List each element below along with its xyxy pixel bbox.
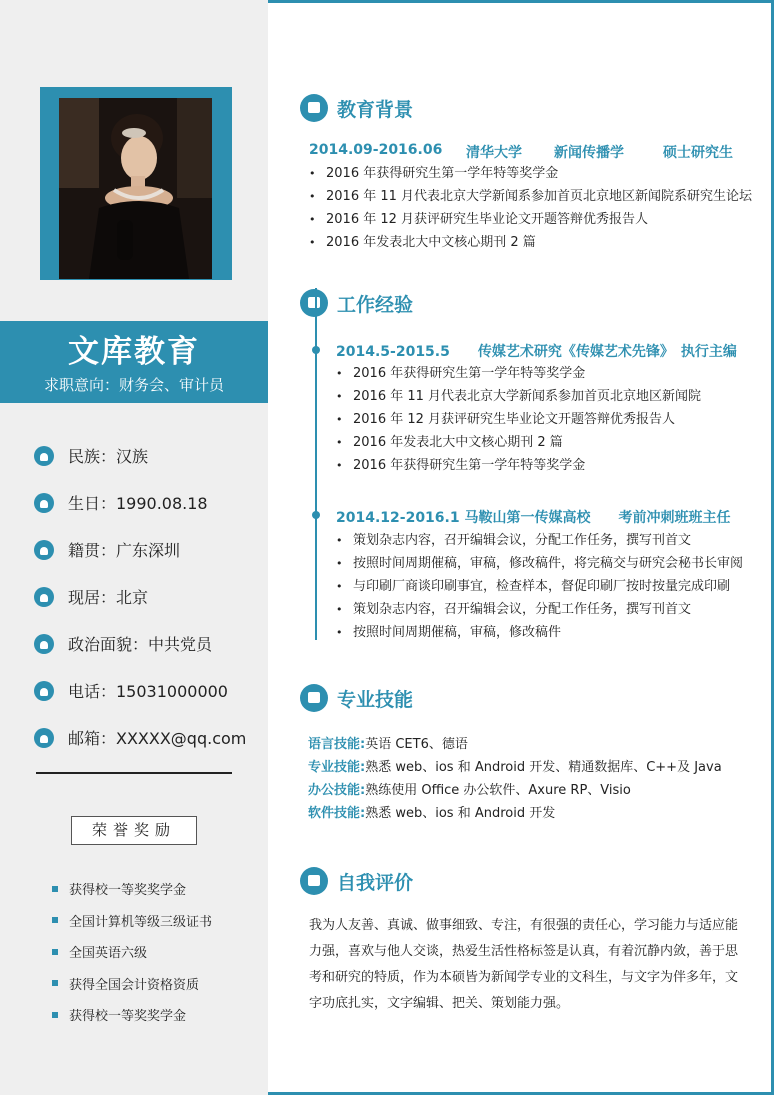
skill-row: 办公技能:熟练使用 Office 办公软件、Axure RP、Visio: [308, 783, 631, 798]
info-political: [34, 620, 264, 667]
list-item: • 按照时间周期催稿，审稿，修改稿件，将完稿交与研究会秘书长审阅: [336, 552, 743, 575]
info-text: 政治面貌：中共党员: [68, 635, 213, 654]
phone-icon: [34, 681, 54, 701]
list-item: • 2016 年 12 月获评研究生毕业论文开题答辩优秀报告人: [336, 408, 701, 431]
mail-icon: [34, 728, 54, 748]
skills-header: [300, 684, 413, 712]
edu-school: 清华大学: [466, 145, 522, 161]
person-icon: [34, 446, 54, 466]
info-text: 籍贯：广东深圳: [68, 541, 181, 560]
list-item: 获得校一等奖奖学金: [52, 999, 212, 1031]
list-item: 获得校一等奖奖学金: [52, 873, 212, 905]
education-list: [309, 162, 752, 254]
edu-degree: 硕士研究生: [663, 145, 733, 161]
list-item: • 按照时间周期催稿，审稿，修改稿件: [336, 621, 743, 644]
list-item: • 2016 年发表北大中文核心期刊 2 篇: [309, 231, 752, 254]
list-item: 全国计算机等级三级证书: [52, 905, 212, 937]
job-heading: 2014.12-2016.1 马鞍山第一传媒高校 考前冲刺班班主任: [336, 510, 731, 526]
person-icon: [34, 540, 54, 560]
section-title: 自我评价: [337, 871, 414, 894]
skill-row: 语言技能:英语 CET6、德语: [308, 737, 468, 752]
location-icon: [34, 587, 54, 607]
section-title: 专业技能: [337, 688, 414, 711]
graduation-cap-icon: [300, 94, 328, 122]
candidate-name: 文库教育: [68, 334, 200, 370]
square-bullet-icon: [52, 949, 58, 955]
info-birthday: [34, 479, 264, 526]
briefcase-icon: [300, 289, 328, 317]
section-title: 教育背景: [337, 98, 414, 121]
name-banner: [0, 321, 268, 403]
list-item: 全国英语六级: [52, 936, 212, 968]
timeline-dot: [312, 511, 320, 519]
education-header: [300, 94, 413, 122]
list-item: • 2016 年 11 月代表北京大学新闻系参加首页北京地区新闻院: [336, 385, 701, 408]
info-text: 民族：汉族: [68, 447, 149, 466]
sidebar-divider: [36, 772, 232, 774]
awards-title: 荣誉奖励: [71, 816, 197, 845]
list-item: • 2016 年获得研究生第一学年特等奖学金: [336, 362, 701, 385]
info-text: 现居：北京: [68, 588, 149, 607]
list-item: • 2016 年 11 月代表北京大学新闻系参加首页北京地区新闻院系研究生论坛: [309, 185, 752, 208]
job-duties-list: [336, 362, 701, 477]
job-intent: 求职意向：财务会、审计员: [43, 376, 224, 394]
photo-frame: [40, 87, 232, 280]
awards-list: [52, 873, 212, 1031]
skill-row: 专业技能:熟悉 web、ios 和 Android 开发、精通数据库、C++及 Java: [308, 760, 722, 775]
list-item: • 策划杂志内容，召开编辑会议，分配工作任务，撰写刊首文: [336, 598, 743, 621]
skills-list: [308, 733, 722, 825]
self-eval-header: [300, 867, 413, 895]
sidebar: [0, 0, 268, 1095]
list-item: • 2016 年发表北大中文核心期刊 2 篇: [336, 431, 701, 454]
section-title: 工作经验: [337, 293, 414, 316]
square-bullet-icon: [52, 980, 58, 986]
profile-photo: [59, 98, 212, 279]
info-text: 电话：15031000000: [68, 682, 228, 701]
info-residence: [34, 573, 264, 620]
edu-period: 2014.09-2016.06: [309, 142, 443, 158]
square-bullet-icon: [52, 917, 58, 923]
square-bullet-icon: [52, 1012, 58, 1018]
timeline-dot: [312, 346, 320, 354]
info-text: 邮箱：XXXXX@qq.com: [68, 729, 247, 748]
list-item: • 策划杂志内容，召开编辑会议，分配工作任务，撰写刊首文: [336, 529, 743, 552]
job-duties-list: [336, 529, 743, 644]
list-item: • 2016 年获得研究生第一学年特等奖学金: [336, 454, 701, 477]
info-text: 生日：1990.08.18: [68, 494, 208, 513]
skill-row: 软件技能:熟悉 web、ios 和 Android 开发: [308, 806, 556, 821]
list-item: • 与印刷厂商谈印刷事宜，检查样本，督促印刷厂按时按量完成印刷: [336, 575, 743, 598]
calendar-icon: [34, 493, 54, 513]
self-eval-text: 我为人友善、真诚、做事细致、专注，有很强的责任心，学习能力与适应能力强，喜欢与他人交谈，热爱生活性格标签是认真，有着沉静内敛，善于思考和研究的特质，作为本硕皆为新闻学专业的文科生，与文字为伴多年，文字功底扎实，文字编辑、把关、策划能力强。: [309, 918, 739, 1011]
person-icon: [34, 634, 54, 654]
list-item: 获得全国会计资格资质: [52, 968, 212, 1000]
info-hometown: [34, 526, 264, 573]
list-item: • 2016 年 12 月获评研究生毕业论文开题答辩优秀报告人: [309, 208, 752, 231]
paper-plane-icon: [300, 867, 328, 895]
list-item: • 2016 年获得研究生第一学年特等奖学金: [309, 162, 752, 185]
info-ethnicity: [34, 432, 264, 479]
job-heading: 2014.5-2015.5 传媒艺术研究《传媒艺术先锋》 执行主编: [336, 344, 737, 360]
person-icon: [300, 684, 328, 712]
edu-major: 新闻传播学: [554, 145, 624, 161]
personal-info-list: [34, 432, 264, 761]
timeline-line: [315, 288, 317, 640]
square-bullet-icon: [52, 886, 58, 892]
info-email: [34, 714, 264, 761]
info-phone: [34, 667, 264, 714]
